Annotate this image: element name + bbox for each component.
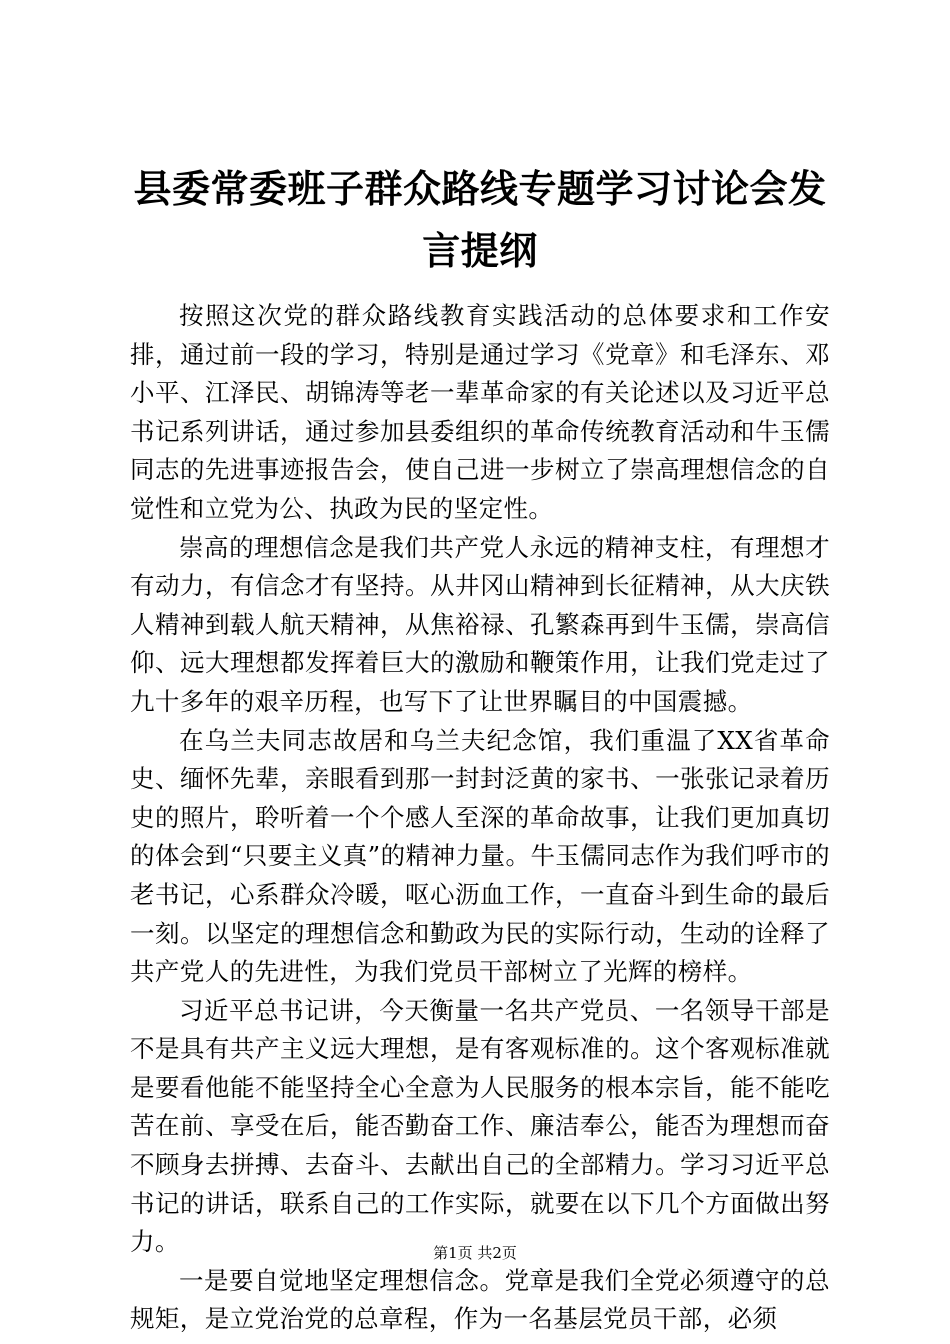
paragraph: 一是要自觉地坚定理想信念。党章是我们全党必须遵守的总规矩，是立党治党的总章程，作为一名基层党员干部，必须	[130, 1265, 830, 1334]
page-number-footer: 第1页 共2页	[433, 1244, 517, 1262]
document-title: 县委常委班子群众路线专题学习讨论会发言提纲	[133, 167, 827, 273]
paragraph: 崇高的理想信念是我们共产党人永远的精神支柱，有理想才有动力，有信念才有坚持。从井冈山精神到长征精神，从大庆铁人精神到载人航天精神，从焦裕禄、孔繁森再到牛玉儒，崇高信仰、远大理想都发挥着巨大的激励和鞭策作用，让我们党走过了九十多年的艰辛历程，也写下了让世界瞩目的中国震撼。	[130, 532, 830, 716]
paragraph: 在乌兰夫同志故居和乌兰夫纪念馆，我们重温了XX省革命史、缅怀先辈，亲眼看到那一封封泛黄的家书、一张张记录着历史的照片，聆听着一个个感人至深的革命故事，让我们更加真切的体会到“只要主义真”的精神力量。牛玉儒同志作为我们呼市的老书记，心系群众冷暖，呕心沥血工作，一直奋斗到生命的最后一刻。以坚定的理想信念和勤政为民的实际行动，生动的诠释了共产党人的先进性，为我们党员干部树立了光辉的榜样。	[130, 725, 830, 987]
document-body	[130, 297, 830, 1339]
paragraph: 按照这次党的群众路线教育实践活动的总体要求和工作安排，通过前一段的学习，特别是通过学习《党章》和毛泽东、邓小平、江泽民、胡锦涛等老一辈革命家的有关论述以及习近平总书记系列讲话，通过参加县委组织的革命传统教育活动和牛玉儒同志的先进事迹报告会，使自己进一步树立了崇高理想信念的自觉性和立党为公、执政为民的坚定性。	[130, 301, 830, 523]
paragraph: 习近平总书记讲，今天衡量一名共产党员、一名领导干部是不是具有共产主义远大理想，是有客观标准的。这个客观标准就是要看他能不能坚持全心全意为人民服务的根本宗旨，能不能吃苦在前、享受在后，能否勤奋工作、廉洁奉公，能否为理想而奋不顾身去拼搏、去奋斗、去献出自己的全部精力。学习习近平总书记的讲话，联系自己的工作实际，就要在以下几个方面做出努力。	[130, 995, 830, 1257]
